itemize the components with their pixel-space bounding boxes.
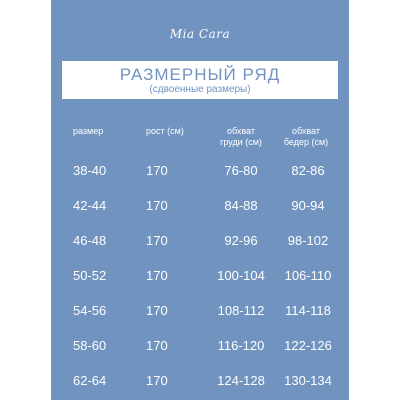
table-cell: 122-126 (284, 338, 332, 353)
table-cell: 62-64 (73, 373, 107, 388)
table-cell: 170 (146, 198, 168, 213)
table-cell: 170 (146, 303, 168, 318)
table-cell: 100-104 (217, 268, 265, 283)
brand-logo: Mia Cara (169, 27, 231, 41)
table-cell: 106-110 (284, 268, 332, 283)
table-cell: 170 (146, 233, 168, 248)
table-cell: 76-80 (224, 163, 258, 178)
table-cell: 170 (146, 268, 168, 283)
title-band (62, 61, 338, 99)
table-cell: 92-96 (224, 233, 258, 248)
header-size: размер (73, 126, 104, 136)
table-cell: 82-86 (291, 163, 325, 178)
table-cell: 98-102 (287, 233, 329, 248)
table-cell: 108-112 (217, 303, 265, 318)
table-cell: 38-40 (73, 163, 107, 178)
table-cell: 42-44 (73, 198, 107, 213)
table-cell: 114-118 (285, 303, 331, 318)
chart-title: РАЗМЕРНЫЙ РЯД (119, 65, 281, 84)
table-cell: 116-120 (217, 338, 265, 353)
table-cell: 170 (146, 163, 168, 178)
table-cell: 46-48 (73, 233, 107, 248)
table-cell: 170 (146, 373, 168, 388)
header-hips: обхват бедер (см) (283, 126, 329, 147)
table-cell: 90-94 (291, 198, 325, 213)
table-cell: 124-128 (217, 373, 265, 388)
chart-subtitle: (сдвоенные размеры) (149, 84, 251, 95)
table-cell: 54-56 (73, 303, 107, 318)
table-cell: 50-52 (73, 268, 107, 283)
header-chest: обхват груди (см) (220, 126, 262, 147)
table-cell: 170 (146, 338, 168, 353)
table-cell: 58-60 (73, 338, 107, 353)
header-height: рост (см) (146, 126, 184, 136)
size-chart-card (51, 0, 349, 400)
table-cell: 130-134 (284, 373, 332, 388)
table-cell: 84-88 (224, 198, 258, 213)
